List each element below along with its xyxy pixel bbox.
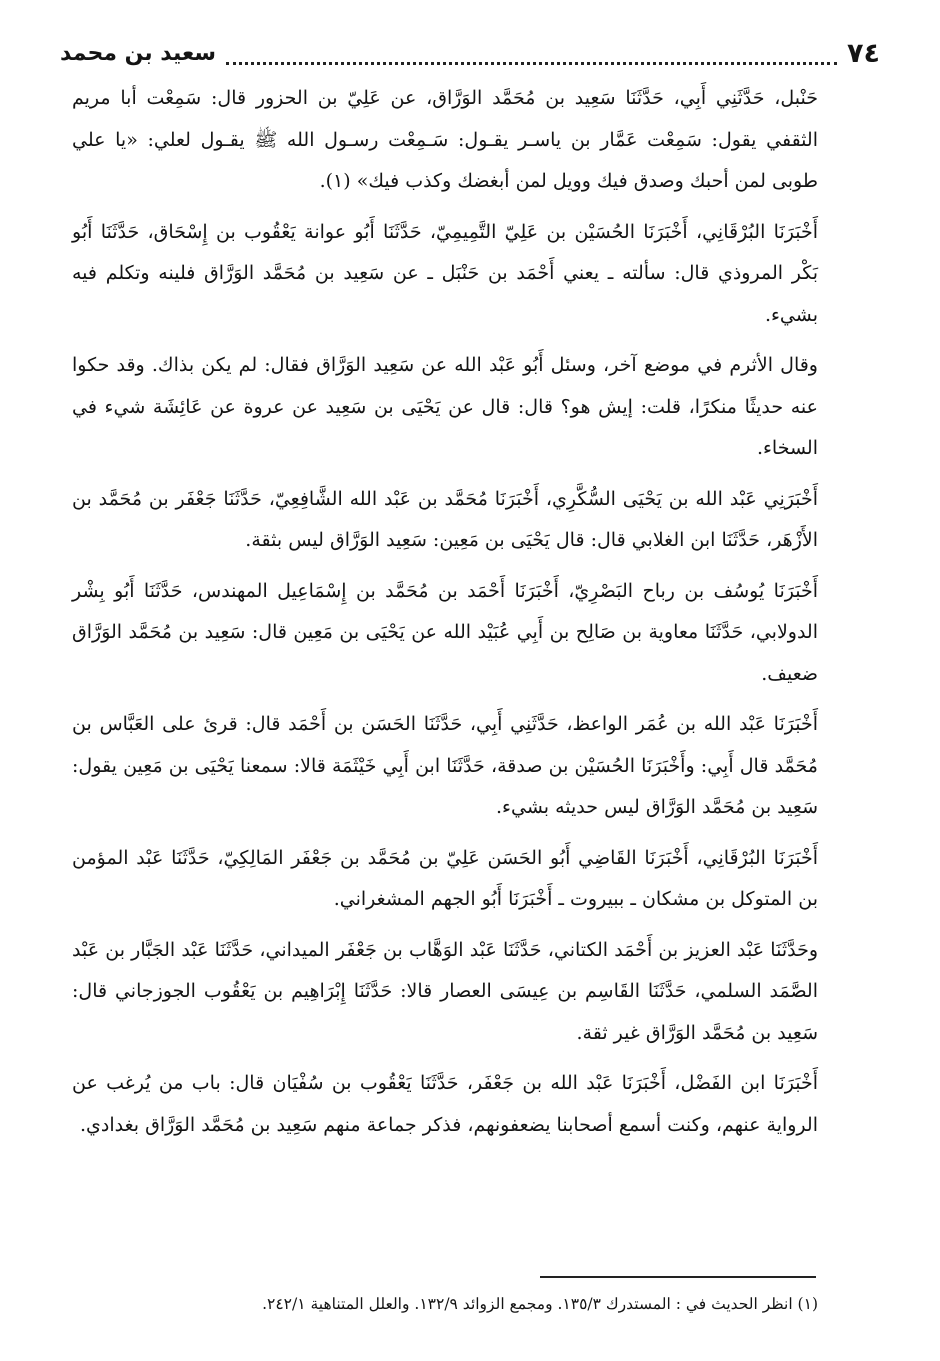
running-title: سعيد بن محمد	[60, 40, 217, 66]
paragraph: أَخْبَرَنَا البُرْقَانِي، أَخْبَرَنَا الحُسَيْن بن عَلِيّ التَّمِيمِيّ، حَدَّثَنَا أَبُو عوانة يَعْقُوب بن إِسْحَاق، حَدَّثَنَا أَبُو بَكْر المروذي قال: سألته ـ يعني أَحْمَد بن حَنْبَل ـ عن سَعِيد بن مُحَمَّد الوَرَّاق فلينه وتكلم فيه بشيء.	[72, 220, 818, 326]
paragraph: وقال الأثرم في موضع آخر، وسئل أَبُو عَبْد الله عن سَعِيد الوَرَّاق فقال: لم يكن بذاك. وقد حكوا عنه حديثًا منكرًا، قلت: إيش هو؟ قال: قال عن يَحْيَى بن سَعِيد عن عروة عن عَائِشَة شيء في السخاء.	[72, 354, 818, 459]
paragraph: وحَدَّثَنَا عَبْد العزيز بن أَحْمَد الكتاني، حَدَّثَنَا عَبْد الوَهَّاب بن جَعْفَر الميداني، حَدَّثَنَا عَبْد الجَبَّار بن عَبْد الصَّمَد السلمي، حَدَّثَنَا القَاسِم بن عِيسَى العصار قالا: حَدَّثَنَا إِبْرَاهِيم بن يَعْقُوب الجوزجاني قال: سَعِيد بن مُحَمَّد الوَرَّاق غير ثقة.	[72, 938, 818, 1044]
paragraph: أَخْبَرَنَا البُرْقَانِي، أَخْبَرَنَا القَاضِي أَبُو الحَسَن عَلِيّ بن مُحَمَّد بن جَعْفَر المَالِكِيّ، حَدَّثَنَا عَبْد المؤمن بن المتوكل بن مشكان ـ ببيروت ـ أَخْبَرَنَا أَبُو الجهم المشغراني.	[72, 846, 818, 910]
header-dotted-leader	[226, 42, 837, 65]
page-header	[60, 32, 880, 74]
footnote-separator	[540, 1276, 816, 1278]
paragraph: أَخْبَرَنَا ابن الفَضْل، أَخْبَرَنَا عَبْد الله بن جَعْفَر، حَدَّثَنَا يَعْقُوب بن سُفْيَان قال: باب من يُرغب عن الرواية عنهم، وكنت أسمع أصحابنا يضعفونهم، فذكر جماعة منهم سَعِيد بن مُحَمَّد الوَرَّاق بغدادي.	[72, 1072, 818, 1136]
paragraph: أَخْبَرَنَا عَبْد الله بن عُمَر الواعظ، حَدَّثَنِي أَبِي، حَدَّثَنَا الحَسَن بن أَحْمَد قال: قرئ على العَبَّاس بن مُحَمَّد قال أَبِي: وأَخْبَرَنَا الحُسَيْن بن صدقة، حَدَّثَنَا ابن أَبِي خَيْثَمَة قالا: سمعنا يَحْيَى بن مَعِين يقول: سَعِيد بن مُحَمَّد الوَرَّاق ليس حديثه بشيء.	[72, 713, 818, 818]
paragraph: حَنْبل، حَدَّثَنِي أَبِي، حَدَّثَنَا سَعِيد بن مُحَمَّد الوَرَّاق، عن عَلِيّ بن الحزور قال: سَمِعْت أبا مريم الثقفي يقول: سَمِعْت عَمَّار بن ياسـر يقـول: سَـمِعْت رسـول الله ﷺ يقـول لعلي: «يا علي طوبى لمن أحبك وصدق فيك وويل لمن أبغضك وكذب فيك» (١).	[72, 87, 818, 192]
page-number: ٧٤	[847, 37, 880, 69]
paragraph: أَخْبَرَنِي عَبْد الله بن يَحْيَى السُّكَّرِي، أَخْبَرَنَا مُحَمَّد بن عَبْد الله الشَّافِعِيّ، حَدَّثَنَا جَعْفَر بن مُحَمَّد بن الأَزْهَر، حَدَّثَنَا ابن الغلابي قال: قال يَحْيَى بن مَعِين: سَعِيد الوَرَّاق ليس بثقة.	[72, 487, 818, 551]
footnote: (١) انظر الحديث في : المستدرك ١٣٥/٣. ومجمع الزوائد ١٣٢/٩. والعلل المتناهية ٢٤٢/١.	[262, 1295, 818, 1313]
main-text	[72, 78, 818, 1155]
paragraph: أَخْبَرَنَا يُوسُف بن رباح البَصْرِيّ، أَخْبَرَنَا أَحْمَد بن مُحَمَّد بن إِسْمَاعِيل المهندس، حَدَّثَنَا أَبُو بِشْر الدولابي، حَدَّثَنَا معاوية بن صَالِح بن أَبِي عُبَيْد الله عن يَحْيَى بن مَعِين قال: سَعِيد بن مُحَمَّد الوَرَّاق ضعيف.	[72, 579, 818, 685]
